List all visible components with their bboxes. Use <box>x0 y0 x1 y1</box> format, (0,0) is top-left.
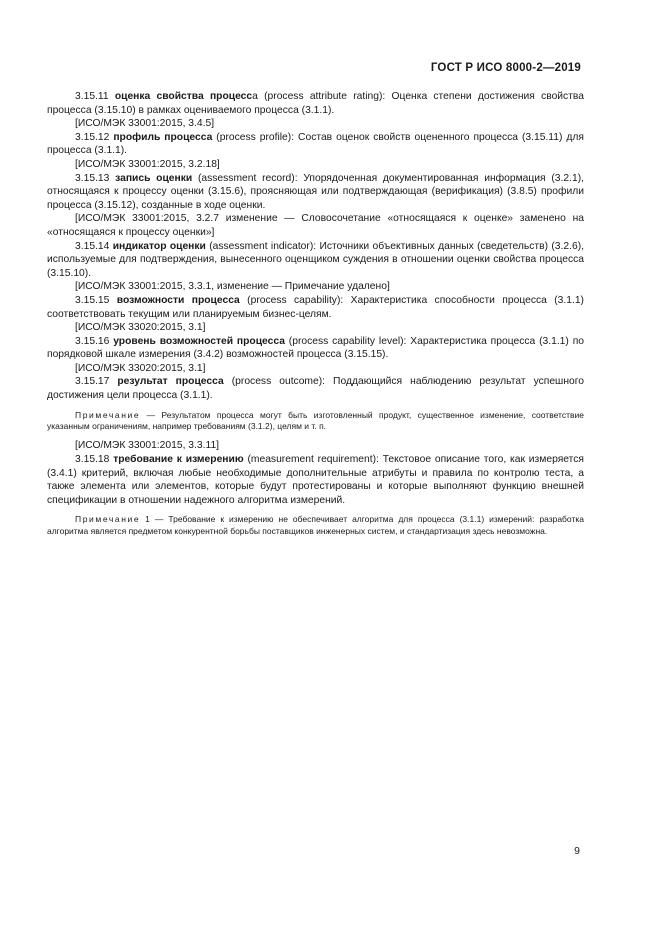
note <box>47 410 584 433</box>
entry-definition: (process profile): Состав оценок свойств оцененного процесса (3.15.11) для процесса (3.1.1). <box>47 131 584 157</box>
entry-number: 3.15.14 <box>75 240 110 252</box>
entry-definition: (process attribute rating): Оценка степени достижения свойства процесса (3.15.10) в рамках оцениваемого процесса (3.1.1). <box>47 91 584 116</box>
entry-reference: [ИСО/МЭК 33020:2015, 3.1] <box>75 362 206 374</box>
entry-term: уровень возможностей процесса <box>113 335 285 347</box>
entry-term: оценка свойства процесс <box>114 91 253 102</box>
note-text: 1 — Требование к измерению не обеспечивает алгоритма для процесса (3.1.1) измерений: разработка алгоритма является предметом конкурентной борьбы поставщиков инженерных систем, и стандартизация здесь невозможна. <box>47 514 584 536</box>
entry-reference: [ИСО/МЭК 33001:2015, 3.2.7 изменение — Словосочетание «относящаяся к оценке» заменено на «относящаяся к процессу оценки»] <box>47 213 584 238</box>
entry-term: возможности процесса <box>116 294 240 306</box>
note-label: Примечание <box>75 409 141 420</box>
entry-definition: (measurement requirement): Текстовое описание того, как измеряется (3.4.1) критерий, включая любые необходимые дополнительные атрибуты и правила по контролю теста, а также элемента или элементов, которые будут протестированы и которые выполняют функцию внешней спецификации в отношении надежного алгоритма измерений. <box>47 454 584 506</box>
entry-term: индикатор оценки <box>112 240 206 252</box>
entry-reference: [ИСО/МЭК 33001:2015, 3.3.11] <box>75 440 220 452</box>
entry-reference: [ИСО/МЭК 33020:2015, 3.1] <box>75 322 206 334</box>
entry-reference: [ИСО/МЭК 33001:2015, 3.2.18] <box>75 158 220 170</box>
entry-definition: (assessment indicator): Источники объективных данных (сведетельств) (3.2.6), используемые для подтверждения, вынесенного оценщиком суждения в отношении оценки свойства процесса (3.15.10). <box>47 240 584 279</box>
entry-3-15-13 <box>47 172 584 213</box>
entry-3-15-12 <box>47 131 584 158</box>
entry-3-15-16 <box>47 335 584 362</box>
document-body <box>47 90 584 537</box>
entry-3-15-15 <box>47 294 584 321</box>
entry-term: запись оценки <box>115 172 193 184</box>
entry-definition: (process capability level): Характеристика процесса (3.1.1) по порядковой шкале измерения (3.4.2) возможностей процесса (3.15.15). <box>47 335 584 361</box>
page-number: 9 <box>574 845 580 857</box>
entry-number: 3.15.12 <box>75 131 110 143</box>
entry-reference: [ИСО/МЭК 33001:2015, 3.4.5] <box>75 118 215 130</box>
entry-3-15-11 <box>47 90 584 117</box>
entry-3-15-17 <box>47 375 584 402</box>
entry-term: профиль процесса <box>113 131 213 143</box>
entry-number: 3.15.13 <box>75 172 110 184</box>
note-label: Примечание <box>75 514 141 525</box>
entry-number: 3.15.17 <box>75 376 110 388</box>
entry-3-15-18 <box>47 453 584 507</box>
entry-number: 3.15.18 <box>75 454 110 466</box>
entry-reference: [ИСО/МЭК 33001:2015, 3.3.1, изменение — Примечание удалено] <box>75 281 390 293</box>
entry-number: 3.15.15 <box>75 294 110 306</box>
entry-definition: (assessment record): Упорядоченная документированная информация (3.2.1), относящаяся к процессу оценки (3.15.6), проясняющая или подтверждающая (верификация) (3.8.5) профили процесса (3.15.12), созданные в ходе оценки. <box>47 172 584 211</box>
entry-definition: (process outcome): Поддающийся наблюдению результат успешного достижения цели процесса (3.1.1). <box>47 376 584 402</box>
note <box>47 514 584 537</box>
entry-term: результат процесса <box>117 376 224 388</box>
entry-3-15-14 <box>47 240 584 281</box>
entry-number: 3.15.11 <box>75 91 109 102</box>
document-code: ГОСТ Р ИСО 8000-2—2019 <box>430 62 581 74</box>
entry-number: 3.15.16 <box>75 335 110 347</box>
entry-definition: (process capability): Характеристика способности процесса (3.1.1) соответствовать текущим или планируемым бизнес-целям. <box>47 294 584 320</box>
note-text: — Результатом процесса могут быть изготовленный продукт, существенное изменение, соответствие указанным ограничениям, например требованиям (3.1.2), целям и т. п. <box>47 409 584 432</box>
entry-term-tail: а <box>252 91 258 102</box>
entry-term: требование к измерению <box>113 454 244 466</box>
